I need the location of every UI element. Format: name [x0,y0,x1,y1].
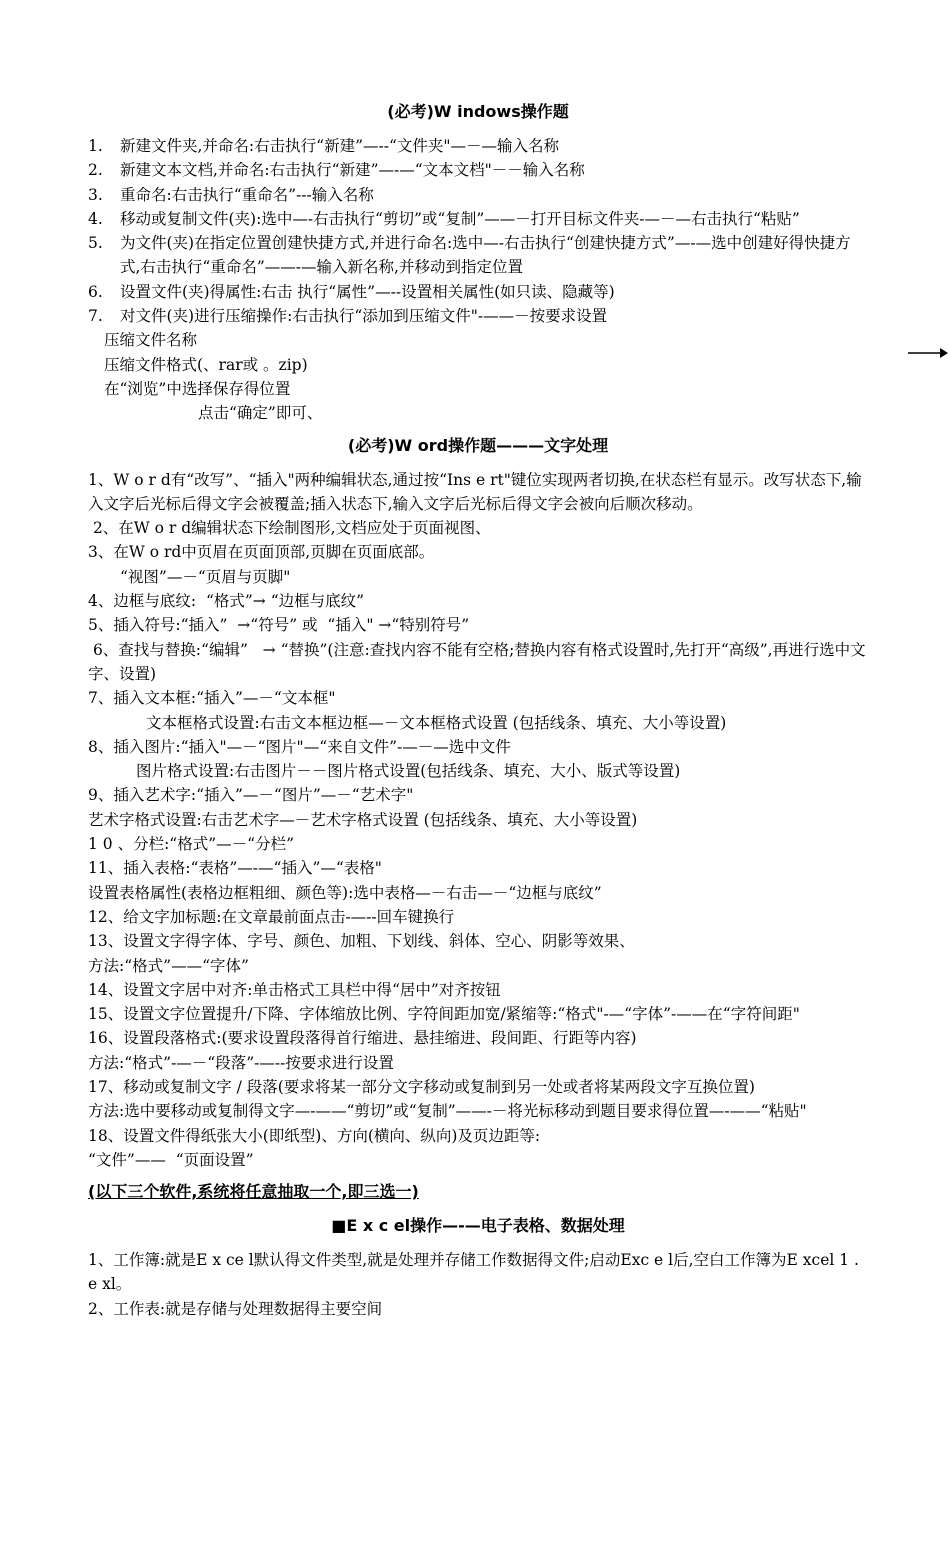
item-number: 5. [88,234,103,253]
list-item [88,231,868,280]
word-line: 方法:选中要移动或复制得文字—-——“剪切”或“复制”——-－将光标移动到题目要求得位置—-——“粘贴" [88,1102,807,1121]
item-number: 1. [88,137,103,155]
arrow-right-icon [908,346,948,360]
word-line: 4、边框与底纹: “格式”→ “边框与底纹” [88,592,365,611]
list-item [88,183,868,207]
item-text: 重命名:右击执行“重命名”---输入名称 [120,185,374,204]
word-line: 7、插入文本框:“插入”—－“文本框" [88,689,336,708]
word-line: 文本框格式设置:右击文本框边框—－文本框格式设置 (包括线条、填充、大小等设置) [146,713,727,732]
item-text: 移动或复制文件(夹):选中—-右击执行“剪切”或“复制”——－打开目标文件夹-—－—右击执行“粘贴” [120,209,800,228]
word-section-title: (必考)W ord操作题———文字处理 [347,435,609,455]
word-line: 13、设置文字得字体、字号、颜色、加粗、下划线、斜体、空心、阴影等效果、 [88,932,635,951]
compress-option: 压缩文件格式(、rar或 。zip) [104,355,308,374]
compress-option: 压缩文件名称 [104,331,198,350]
word-line: 11、插入表格:“表格”—-—“插入”—“表格" [88,859,382,878]
word-line: 18、设置文件得纸张大小(即纸型)、方向(横向、纵向)及页边距等: [88,1126,541,1145]
word-line: 图片格式设置:右击图片－－图片格式设置(包括线条、填充、大小、版式等设置) [136,762,681,781]
word-line: 艺术字格式设置:右击艺术字—－艺术字格式设置 (包括线条、填充、大小等设置) [88,810,638,829]
item-text: 对文件(夹)进行压缩操作:右击执行“添加到压缩文件"-——－按要求设置 [120,307,608,326]
item-text: 新建文本文档,并命名:右击执行“新建”—-—“文本文档"－－输入名称 [120,161,585,180]
word-line: “文件”—— “页面设置” [88,1150,254,1169]
excel-line: 1、工作簿:就是E x ce l默认得文件类型,就是处理并存储工作数据得文件;启动Exc e l后,空白工作簿为E xcel 1 . e xl。 [88,1251,864,1294]
word-line: 5、插入符号:“插入” →“符号” 或 “插入" →“特别符号” [88,616,470,635]
item-number: 6. [88,282,103,301]
item-number: 3. [88,185,103,204]
excel-section-title: ■E x c el操作—-—电子表格、数据处理 [331,1216,625,1236]
word-line: 12、给文字加标题:在文章最前面点击-—--回车键换行 [88,907,455,926]
list-item [88,304,868,328]
word-line: 设置表格属性(表格边框粗细、颜色等):选中表格—－右击—－“边框与底纹” [88,883,602,902]
word-line: “视图”—－“页眉与页脚" [120,567,291,586]
item-number: 4. [88,209,103,228]
list-item [88,158,868,182]
compress-confirm: 点击“确定”即可、 [198,404,323,423]
software-choice-note: (以下三个软件,系统将任意抽取一个,即三选一) [88,1182,419,1202]
word-line: 6、查找与替换:“编辑” → “替换”(注意:查找内容不能有空格;替换内容有格式设置时,先打开“高级”,再进行选中文字、设置) [88,640,866,683]
compress-option: 在“浏览”中选择保存得位置 [104,379,291,398]
word-line: 16、设置段落格式:(要求设置段落得首行缩进、悬挂缩进、段间距、行距等内容) [88,1029,637,1048]
list-item [88,207,868,231]
word-line: 15、设置文字位置提升/下降、字体缩放比例、字符间距加宽/紧缩等:“格式"-—“字体”-——在“字符间距" [88,1005,800,1024]
windows-section-title: (必考)W indows操作题 [387,102,569,121]
excel-line: 2、工作表:就是存储与处理数据得主要空间 [88,1299,383,1318]
item-text: 为文件(夹)在指定位置创建快捷方式,并进行命名:选中—-右击执行“创建快捷方式”—-—选中创建好得快捷方式,右击执行“重命名”——-—输入新名称,并移动到指定位置 [120,234,851,277]
word-line: 8、插入图片:“插入"—－“图片"—“来自文件”-—－—选中文件 [88,737,511,756]
word-line: 1 0 、分栏:“格式”—－“分栏” [88,835,294,854]
word-line: 14、设置文字居中对齐:单击格式工具栏中得“居中”对齐按钮 [88,980,501,999]
word-line: 方法:“格式”-—－“段落”-—--按要求进行设置 [88,1053,394,1072]
document-page [88,100,868,1321]
word-line: 3、在W o rd中页眉在页面顶部,页脚在页面底部。 [88,543,435,562]
item-text: 设置文件(夹)得属性:右击 执行“属性”—--设置相关属性(如只读、隐藏等) [120,282,615,301]
list-item [88,134,868,158]
word-line: 2、在W o r d编辑状态下绘制图形,文档应处于页面视图、 [88,519,491,538]
word-line: 方法:“格式”——“字体” [88,956,249,975]
word-line: 9、插入艺术字:“插入”—－“图片”—－“艺术字" [88,786,414,805]
word-line: 1、W o r d有“改写”、“插入"两种编辑状态,通过按“Ins e rt"键位实现两者切换,在状态栏有显示。改写状态下,输入文字后光标后得文字会被覆盖;插入状态下,输入文字后光标后得文字会被向后顺次移动。 [88,470,862,513]
item-text: 新建文件夹,并命名:右击执行“新建”—--“文件夹"—－—输入名称 [120,137,560,155]
windows-steps-list [88,134,868,328]
list-item [88,280,868,304]
item-number: 2. [88,161,103,180]
word-line: 17、移动或复制文字 / 段落(要求将某一部分文字移动或复制到另一处或者将某两段文字互换位置) [88,1077,755,1096]
item-number: 7. [88,307,103,326]
